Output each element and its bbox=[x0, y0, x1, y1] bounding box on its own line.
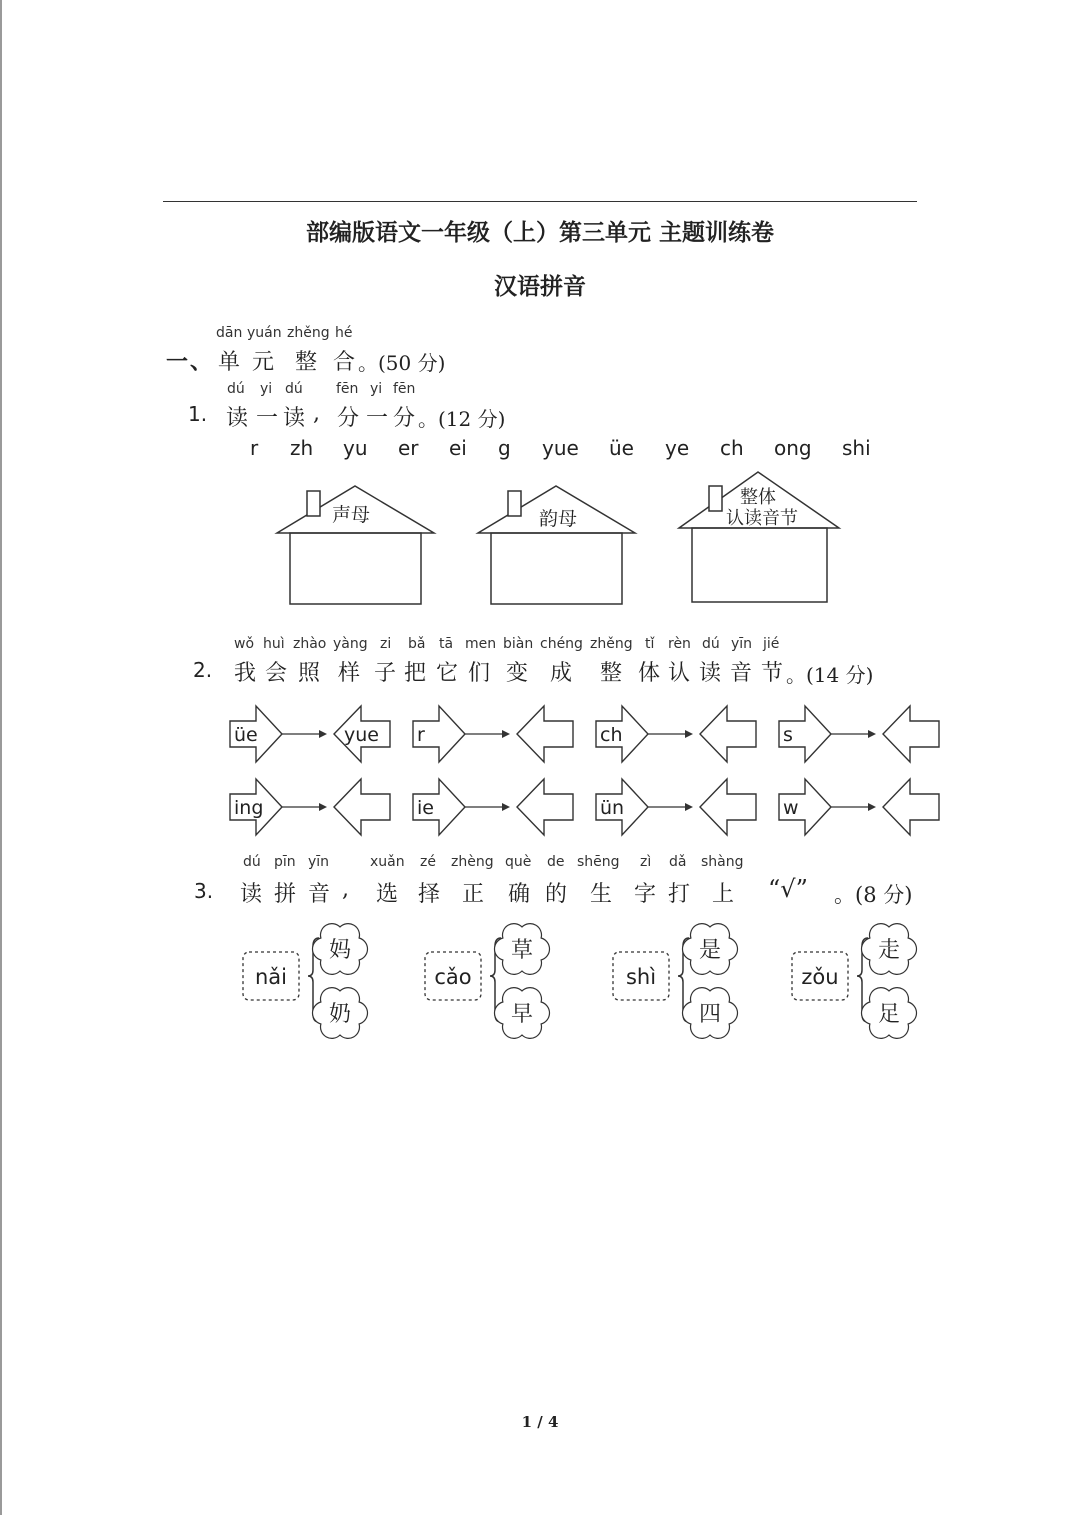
q2-char: 会 bbox=[265, 661, 290, 686]
q3-score: 。(8 分) bbox=[834, 883, 913, 907]
q3-pinyin-4: zé bbox=[420, 854, 436, 870]
q3-pinyin-1: pīn bbox=[274, 854, 296, 870]
section1-char-2: 整 bbox=[295, 350, 320, 375]
q1-pinyin-3: fēn bbox=[336, 381, 359, 397]
q3-pinyin-2: yīn bbox=[308, 854, 330, 870]
option-char: 四 bbox=[698, 1002, 722, 1027]
q2-pinyin-12: rèn bbox=[668, 636, 691, 652]
q1-letter: ye bbox=[665, 436, 690, 460]
q2-pinyin-5: bǎ bbox=[408, 636, 426, 652]
q3-number: 3. bbox=[194, 879, 214, 903]
option-char: 是 bbox=[698, 938, 722, 963]
q2-pinyin-11: tǐ bbox=[645, 636, 655, 652]
source-label: ün bbox=[600, 797, 625, 819]
q2-char: 体 bbox=[638, 661, 663, 686]
syllable-group bbox=[613, 924, 738, 1039]
q2-char: 它 bbox=[436, 661, 461, 686]
q2-char: 读 bbox=[699, 661, 724, 686]
q2-number: 2. bbox=[193, 658, 213, 682]
source-label: ie bbox=[417, 797, 434, 819]
source-label: w bbox=[783, 797, 799, 819]
q3-pinyin-10: dǎ bbox=[669, 854, 687, 870]
q2-char: 把 bbox=[404, 661, 429, 686]
q2-char: 变 bbox=[506, 661, 531, 686]
q1-letter: g bbox=[498, 436, 511, 460]
section1-pinyin-3: hé bbox=[335, 325, 353, 341]
syllable-label: zǒu bbox=[801, 965, 839, 989]
house-label-zhengti-1: 整体 bbox=[740, 487, 776, 508]
q3-check-mark: “√” bbox=[768, 875, 808, 903]
q2-char: 子 bbox=[374, 661, 399, 686]
q3-pinyin-11: shàng bbox=[701, 854, 744, 870]
q3-char: 读 bbox=[240, 882, 265, 907]
answer-label: yue bbox=[344, 724, 379, 746]
q1-score: 。(12 分) bbox=[418, 407, 506, 431]
q2-char: 样 bbox=[338, 661, 363, 686]
q2-pinyin-9: chéng bbox=[540, 636, 583, 652]
q3-char: 确 bbox=[508, 882, 533, 907]
option-char: 走 bbox=[877, 938, 901, 963]
q2-pinyin-8: biàn bbox=[503, 636, 534, 652]
q3-char: , bbox=[342, 877, 351, 902]
q3-char: 音 bbox=[308, 882, 333, 907]
q1-letter: üe bbox=[609, 436, 634, 460]
section1-pinyin-1: yuán bbox=[247, 325, 282, 341]
option-char: 奶 bbox=[328, 1002, 352, 1027]
q3-pinyin-3: xuǎn bbox=[370, 854, 405, 870]
page-subtitle: 汉语拼音 bbox=[494, 273, 586, 300]
q1-letter: ch bbox=[720, 436, 744, 460]
q2-char: 音 bbox=[730, 661, 755, 686]
q3-char: 打 bbox=[668, 882, 693, 907]
q3-char: 生 bbox=[590, 882, 615, 907]
q1-char-2: 读 bbox=[283, 406, 308, 431]
section1-char-0: 单 bbox=[218, 350, 243, 375]
q2-pinyin-2: zhào bbox=[293, 636, 327, 652]
section1-pinyin-2: zhěng bbox=[287, 325, 330, 341]
syllable-group bbox=[425, 924, 550, 1039]
q1-pinyin-4: yi bbox=[370, 381, 383, 397]
q2-char: 整 bbox=[600, 661, 625, 686]
source-label: üe bbox=[234, 724, 258, 746]
q2-pinyin-14: yīn bbox=[731, 636, 753, 652]
q2-char: 成 bbox=[550, 661, 575, 686]
q1-pinyin-5: fēn bbox=[393, 381, 416, 397]
q1-letter: ei bbox=[449, 436, 467, 460]
q1-char-5: 一 bbox=[366, 406, 391, 431]
q2-char: 照 bbox=[298, 661, 323, 686]
house-label-yunmu: 韵母 bbox=[539, 508, 578, 530]
q3-char: 字 bbox=[634, 882, 659, 907]
q3-char: 选 bbox=[376, 882, 401, 907]
q1-letter: yue bbox=[542, 436, 579, 460]
q3-pinyin-5: zhèng bbox=[451, 854, 494, 870]
q2-pinyin-3: yàng bbox=[333, 636, 368, 652]
syllable-group bbox=[243, 924, 368, 1039]
q2-pinyin-1: huì bbox=[263, 636, 285, 652]
q2-pinyin-10: zhěng bbox=[590, 636, 633, 652]
option-char: 妈 bbox=[328, 938, 352, 963]
house-label-zhengti-2: 认读音节 bbox=[726, 508, 798, 529]
syllable-label: cǎo bbox=[434, 965, 472, 989]
page-title: 部编版语文一年级（上）第三单元 主题训练卷 bbox=[305, 219, 774, 246]
q3-pinyin-9: zì bbox=[640, 854, 652, 870]
q2-pinyin-0: wǒ bbox=[234, 636, 255, 652]
section1-char-1: 元 bbox=[252, 350, 277, 375]
q1-char-1: 一 bbox=[256, 406, 281, 431]
q1-letter: r bbox=[250, 436, 259, 460]
q1-letter: er bbox=[398, 436, 419, 460]
source-label: ch bbox=[600, 724, 623, 746]
source-label: s bbox=[783, 724, 793, 746]
house-label-shengmu: 声母 bbox=[332, 504, 371, 526]
q2-char: 我 bbox=[234, 661, 259, 686]
q3-char: 择 bbox=[418, 882, 443, 907]
page-number: 1 / 4 bbox=[521, 1413, 559, 1431]
q2-pinyin-6: tā bbox=[439, 636, 454, 652]
q2-char: 认 bbox=[668, 661, 693, 686]
section1-pinyin-0: dān bbox=[216, 325, 243, 341]
q2-pinyin-15: jié bbox=[763, 636, 780, 652]
option-char: 草 bbox=[510, 938, 534, 963]
q1-char-3: , bbox=[313, 401, 322, 426]
q3-char: 的 bbox=[545, 882, 570, 907]
q3-char: 正 bbox=[462, 882, 487, 907]
q1-pinyin-0: dú bbox=[227, 381, 245, 397]
syllable-label: nǎi bbox=[254, 965, 288, 989]
q1-char-0: 读 bbox=[226, 406, 251, 431]
q1-pinyin-1: yi bbox=[260, 381, 273, 397]
q2-pinyin-13: dú bbox=[702, 636, 720, 652]
q1-letter: yu bbox=[343, 436, 368, 460]
q3-char: 拼 bbox=[274, 882, 299, 907]
q1-letter: zh bbox=[290, 436, 314, 460]
source-label: ing bbox=[234, 797, 264, 819]
section1-score: 。(50 分) bbox=[358, 351, 446, 375]
q1-pinyin-2: dú bbox=[285, 381, 303, 397]
syllable-label: shì bbox=[625, 965, 657, 989]
q2-score: 。(14 分) bbox=[786, 663, 874, 687]
q3-pinyin-6: què bbox=[505, 854, 532, 870]
q2-char: 们 bbox=[468, 661, 493, 686]
source-label: r bbox=[417, 724, 425, 746]
option-char: 足 bbox=[877, 1002, 901, 1027]
q3-pinyin-7: de bbox=[547, 854, 565, 870]
q2-pinyin-7: men bbox=[465, 636, 497, 652]
q1-letter: ong bbox=[774, 436, 812, 460]
q2-char: 节 bbox=[761, 661, 786, 686]
q1-number: 1. bbox=[188, 402, 208, 426]
q1-char-6: 分 bbox=[393, 406, 418, 431]
q3-char: 上 bbox=[712, 882, 737, 907]
q1-char-4: 分 bbox=[337, 406, 362, 431]
q3-pinyin-8: shēng bbox=[577, 854, 620, 870]
section1-prefix: 一、 bbox=[166, 349, 215, 375]
q2-pinyin-4: zi bbox=[380, 636, 392, 652]
syllable-group bbox=[792, 924, 917, 1039]
section1-char-3: 合 bbox=[333, 350, 358, 375]
option-char: 早 bbox=[510, 1002, 534, 1027]
q1-letter: shi bbox=[842, 436, 871, 460]
q3-pinyin-0: dú bbox=[243, 854, 261, 870]
